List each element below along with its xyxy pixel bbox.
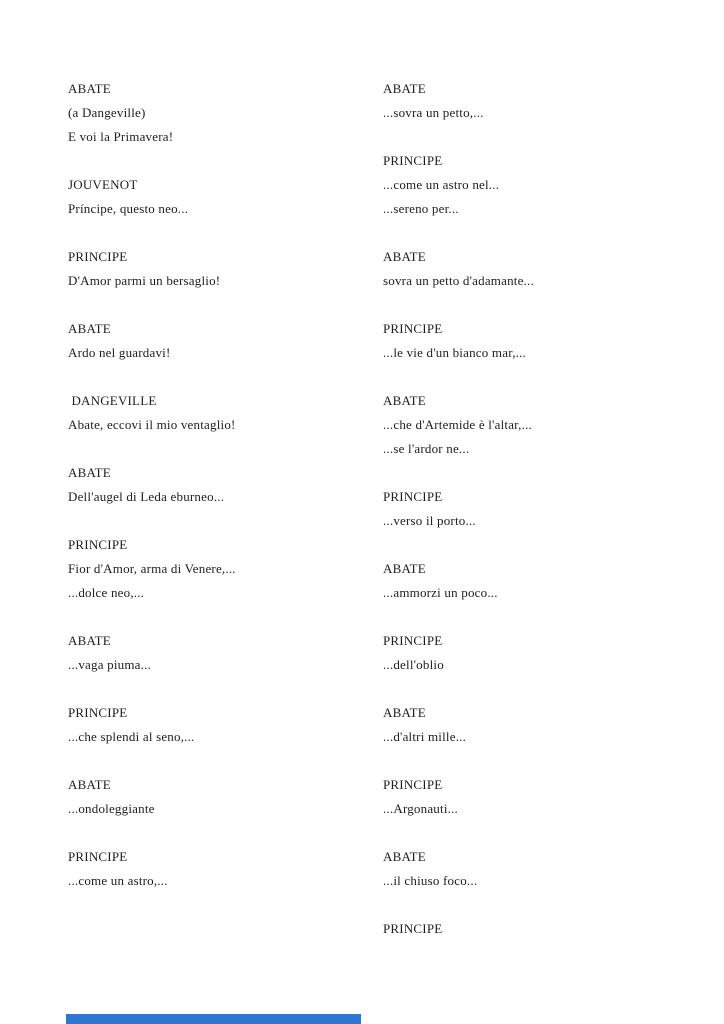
dialogue-line: ...le vie d'un bianco mar,... [383, 345, 526, 360]
speaker-name: ABATE [383, 249, 426, 264]
dialogue-line: Dell'augel di Leda eburneo... [68, 489, 225, 504]
dialogue-line: ...dell'oblio [383, 657, 444, 672]
speaker-name: PRINCIPE [383, 321, 443, 336]
dialogue-block [68, 389, 376, 437]
dialogue-block [383, 917, 703, 941]
dialogue-line: ...ondoleggiante [68, 801, 155, 816]
dialogue-block [383, 317, 703, 365]
dialogue-line: ...come un astro nel... [383, 177, 500, 192]
dialogue-block [68, 317, 376, 365]
right-column [383, 77, 703, 965]
dialogue-line: Ardo nel guardavi! [68, 345, 171, 360]
dialogue-line: ...ammorzi un poco... [383, 585, 498, 600]
speaker-name: ABATE [383, 705, 426, 720]
speaker-name: PRINCIPE [383, 153, 443, 168]
speaker-name: JOUVENOT [68, 177, 138, 192]
dialogue-line: ...verso il porto... [383, 513, 476, 528]
speaker-name: ABATE [383, 561, 426, 576]
speaker-name: PRINCIPE [383, 489, 443, 504]
dialogue-block [383, 773, 703, 821]
speaker-name: PRINCIPE [68, 849, 128, 864]
dialogue-line: ...che splendi al seno,... [68, 729, 195, 744]
dialogue-block [383, 389, 703, 461]
speaker-name: ABATE [68, 777, 111, 792]
dialogue-block [383, 629, 703, 677]
dialogue-line: ...il chiuso foco... [383, 873, 478, 888]
speaker-name: ABATE [383, 393, 426, 408]
dialogue-block [68, 245, 376, 293]
dialogue-line: ...che d'Artemide è l'altar,... [383, 417, 532, 432]
dialogue-line: ...vaga piuma... [68, 657, 151, 672]
dialogue-block [68, 533, 376, 605]
dialogue-block [68, 629, 376, 677]
dialogue-line: ...Argonauti... [383, 801, 458, 816]
dialogue-block [68, 845, 376, 893]
dialogue-block [383, 149, 703, 221]
dialogue-line: Abate, eccovi il mio ventaglio! [68, 417, 236, 432]
dialogue-block [68, 701, 376, 749]
speaker-name: PRINCIPE [383, 633, 443, 648]
dialogue-line: ...sereno per... [383, 201, 459, 216]
dialogue-block [383, 701, 703, 749]
dialogue-line: E voi la Primavera! [68, 129, 174, 144]
dialogue-line: Príncipe, questo neo... [68, 201, 189, 216]
dialogue-block [383, 485, 703, 533]
speaker-name: ABATE [68, 81, 111, 96]
dialogue-line: ...come un astro,... [68, 873, 168, 888]
dialogue-line: (a Dangeville) [68, 105, 146, 120]
speaker-name: PRINCIPE [68, 249, 128, 264]
left-column [68, 77, 376, 917]
dialogue-line: ...d'altri mille... [383, 729, 467, 744]
dialogue-line: ...sovra un petto,... [383, 105, 484, 120]
dialogue-line: sovra un petto d'adamante... [383, 273, 534, 288]
speaker-name: ABATE [68, 633, 111, 648]
dialogue-block [383, 77, 703, 125]
dialogue-line: ...se l'ardor ne... [383, 441, 470, 456]
speaker-name: PRINCIPE [68, 537, 128, 552]
dialogue-block [383, 245, 703, 293]
speaker-name: PRINCIPE [68, 705, 128, 720]
dialogue-block [68, 173, 376, 221]
dialogue-block [383, 557, 703, 605]
dialogue-block [68, 77, 376, 149]
speaker-name: ABATE [68, 321, 111, 336]
speaker-name: ABATE [68, 465, 111, 480]
selection-highlight-bar [66, 1014, 361, 1024]
speaker-name: PRINCIPE [383, 777, 443, 792]
speaker-name: ABATE [383, 81, 426, 96]
speaker-name: PRINCIPE [383, 921, 443, 936]
speaker-name: ABATE [383, 849, 426, 864]
dialogue-line: D'Amor parmi un bersaglio! [68, 273, 221, 288]
dialogue-line: Fior d'Amor, arma di Venere,... [68, 561, 236, 576]
dialogue-block [383, 845, 703, 893]
dialogue-block [68, 461, 376, 509]
dialogue-line: ...dolce neo,... [68, 585, 145, 600]
speaker-name: DANGEVILLE [68, 393, 157, 408]
dialogue-block [68, 773, 376, 821]
